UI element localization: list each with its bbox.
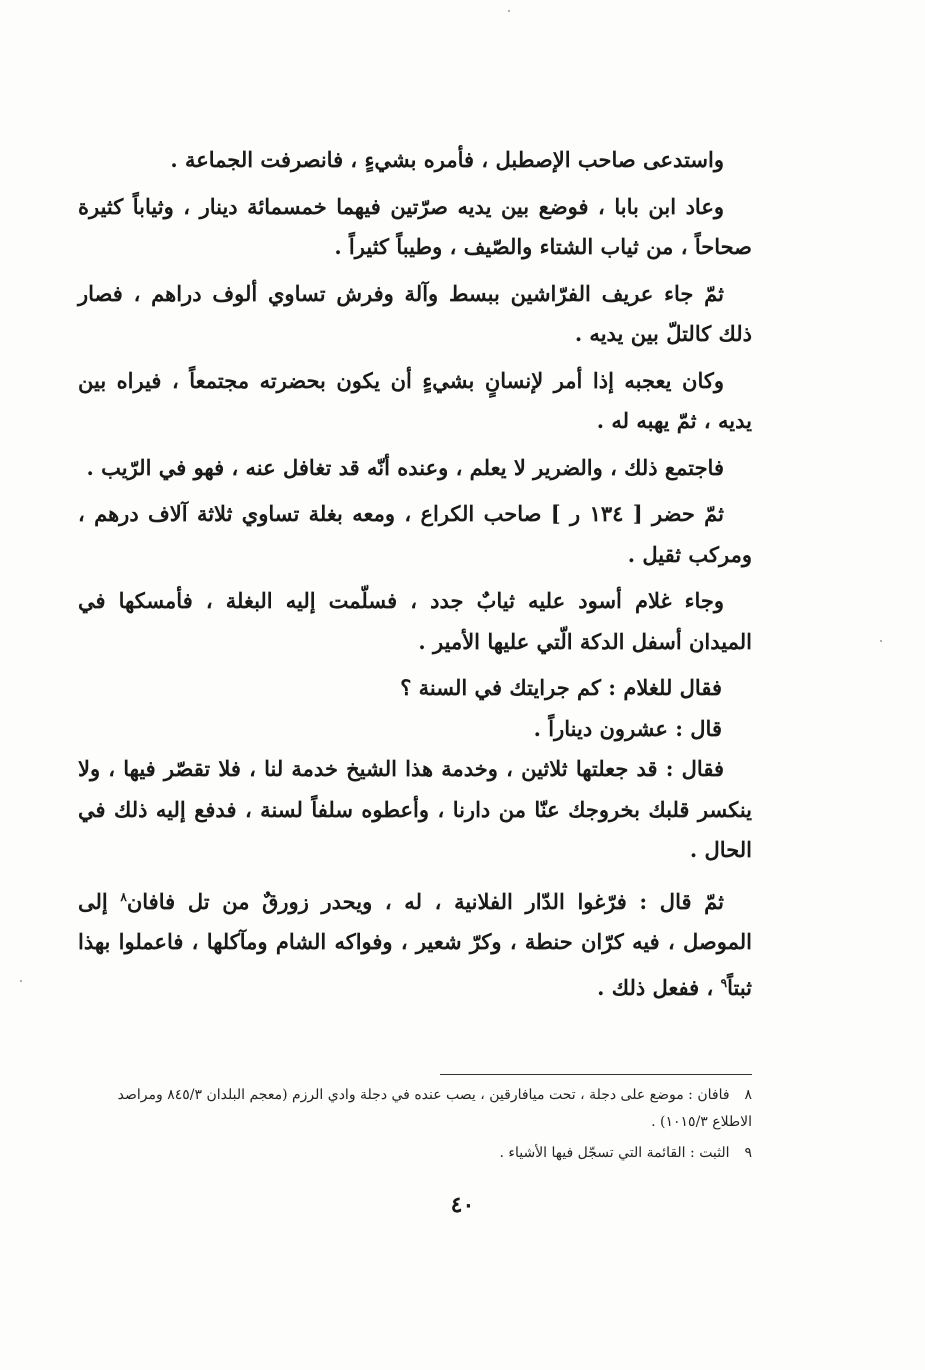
paragraph: فاجتمع ذلك ، والضرير لا يعلم ، وعنده أنّه قد تغافل عنه ، فهو في الرّيب . xyxy=(86,454,724,480)
paragraph-text: إلى الموصل ، فيه كرّان حنطة ، وكرّ شعير ، وفواكه الشام ومآكلها ، فاعملوا بهذا ثبتاً xyxy=(78,888,752,1000)
footnote-text: الثبت : القائمة التي تسجّل فيها الأشياء . xyxy=(499,1145,730,1161)
paragraph-with-notes xyxy=(78,877,752,1009)
footnote xyxy=(78,1140,752,1167)
paragraph: وجاء غلام أسود عليه ثيابٌ جدد ، فسلّمت إليه البغلة ، فأمسكها في الميدان أسفل الدكة الّتي عليها الأمير . xyxy=(78,588,752,654)
dialog-line: فقال للغلام : كم جرايتك في السنة ؟ xyxy=(400,675,722,700)
paragraph-text: ثمّ قال : فرّغوا الدّار الفلانية ، له ، ويحدر زورقٌ من تل فافان xyxy=(126,888,724,914)
footnote-mark: ٨ xyxy=(120,889,127,904)
paragraph: وكان يعجبه إذا أمر لإنسانٍ بشيءٍ أن يكون بحضرته مجتمعاً ، فيراه بين يديه ، ثمّ يهبه له . xyxy=(78,367,752,433)
footnote-divider xyxy=(440,1074,752,1075)
footnote-mark: ٩ xyxy=(720,975,728,990)
main-text xyxy=(78,140,752,1014)
footnote-number: ٩ xyxy=(744,1145,752,1161)
footnote xyxy=(78,1082,752,1136)
paragraph: واستدعى صاحب الإصطبل ، فأمره بشيءٍ ، فانصرفت الجماعة . xyxy=(170,147,724,172)
footnotes xyxy=(78,1082,752,1171)
paragraph: ثمّ جاء عريف الفرّاشين ببسط وآلة وفرش تساوي ألوف دراهم ، فصار ذلك كالتلّ بين يديه . xyxy=(78,280,752,346)
paragraph: فقال : قد جعلتها ثلاثين ، وخدمة هذا الشيخ خدمة لنا ، فلا تقصّر فيها ، ولا ينكسر قلبك بخروجك عنّا من دارنا ، وأعطوه سلفاً لسنة ، فدفع إليه ذلك في الحال . xyxy=(78,756,752,862)
scan-speck xyxy=(880,640,882,642)
dialog-line: قال : عشرون ديناراً . xyxy=(533,715,722,741)
scan-speck xyxy=(20,980,22,982)
paragraph: ثمّ حضر [ ١٣٤ ر ] صاحب الكراع ، ومعه بغلة تساوي ثلاثة آلاف درهم ، ومركب ثقيل . xyxy=(78,501,752,567)
paragraph-text: ، ففعل ذلك . xyxy=(597,974,721,1000)
footnote-number: ٨ xyxy=(744,1087,752,1103)
page-number: ٤٠ xyxy=(450,1192,475,1218)
footnote-text: فافان : موضع على دجلة ، تحت ميافارقين ، يصب عنده في دجلة وادي الرزم (معجم البلدان ٨٤٥/٣ ومراصد الاطلاع ١٠١٥/٣) . xyxy=(117,1087,752,1130)
paragraph: وعاد ابن بابا ، فوضع بين يديه صرّتين فيهما خمسمائة دينار ، وثياباً كثيرة صحاحاً ، من ثياب الشتاء والصّيف ، وطيباً كثيراً . xyxy=(78,193,752,259)
scan-speck xyxy=(508,10,510,12)
